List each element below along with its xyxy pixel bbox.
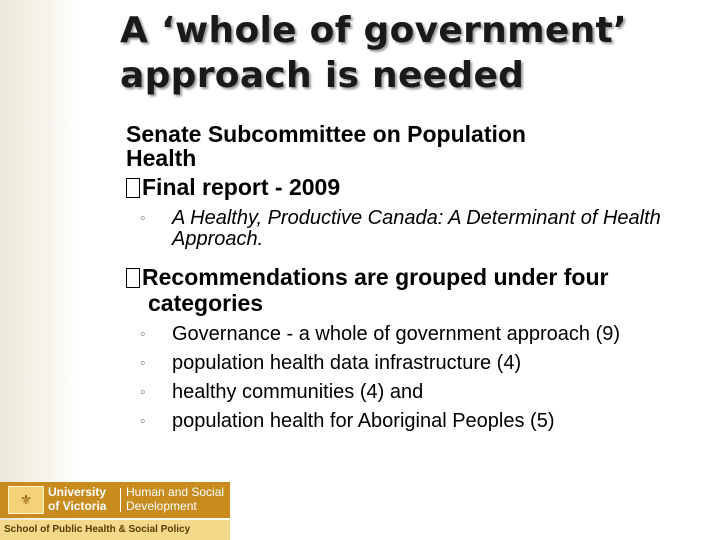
logo-divider (120, 488, 121, 512)
sub-bullet-governance (126, 324, 706, 345)
sub-bullet-aboriginal (126, 411, 706, 432)
sub-bullet-text: A Healthy, Productive Canada: A Determinant of Health Approach. (172, 207, 661, 250)
sub-bullet-data-infrastructure (126, 353, 706, 374)
ring-bullet-icon: ◦ (140, 413, 146, 430)
square-bullet-icon (126, 268, 140, 288)
slide-body (126, 122, 706, 432)
sub-bullet-text: Governance - a whole of government approach (9) (172, 323, 621, 345)
sub-bullet-text: population health data infrastructure (4) (172, 352, 522, 374)
university-name: University of Victoria (48, 485, 107, 513)
unit-name: Human and Social Development (126, 485, 225, 513)
square-bullet-icon (126, 178, 140, 198)
sub-bullet-text: healthy communities (4) and (172, 381, 424, 403)
ring-bullet-icon: ◦ (140, 210, 146, 227)
university-logo (0, 482, 230, 540)
sub-bullet-text: population health for Aboriginal Peoples (5) (172, 410, 555, 432)
bullet-label: Final report - 2009 (142, 174, 341, 200)
bullet-final-report (126, 174, 706, 200)
intro-line-2: Health (126, 145, 197, 171)
intro-text (126, 122, 706, 170)
ring-bullet-icon: ◦ (140, 326, 146, 343)
ring-bullet-icon: ◦ (140, 355, 146, 372)
title-line-1: A ‘whole of government’ (120, 10, 628, 51)
ring-bullet-icon: ◦ (140, 384, 146, 401)
bullet-recommendations (126, 264, 706, 316)
school-name: School of Public Health & Social Policy (4, 524, 191, 535)
crest-icon: ⚜ (8, 486, 44, 514)
sub-bullet-report-title (126, 208, 706, 250)
sub-bullet-healthy-communities (126, 382, 706, 403)
bullet-label: Recommendations are grouped under four categories (142, 264, 609, 316)
slide-title (120, 8, 700, 98)
left-gradient-band (0, 0, 80, 540)
intro-line-1: Senate Subcommittee on Population (126, 121, 526, 147)
title-line-2: approach is needed (120, 55, 525, 96)
